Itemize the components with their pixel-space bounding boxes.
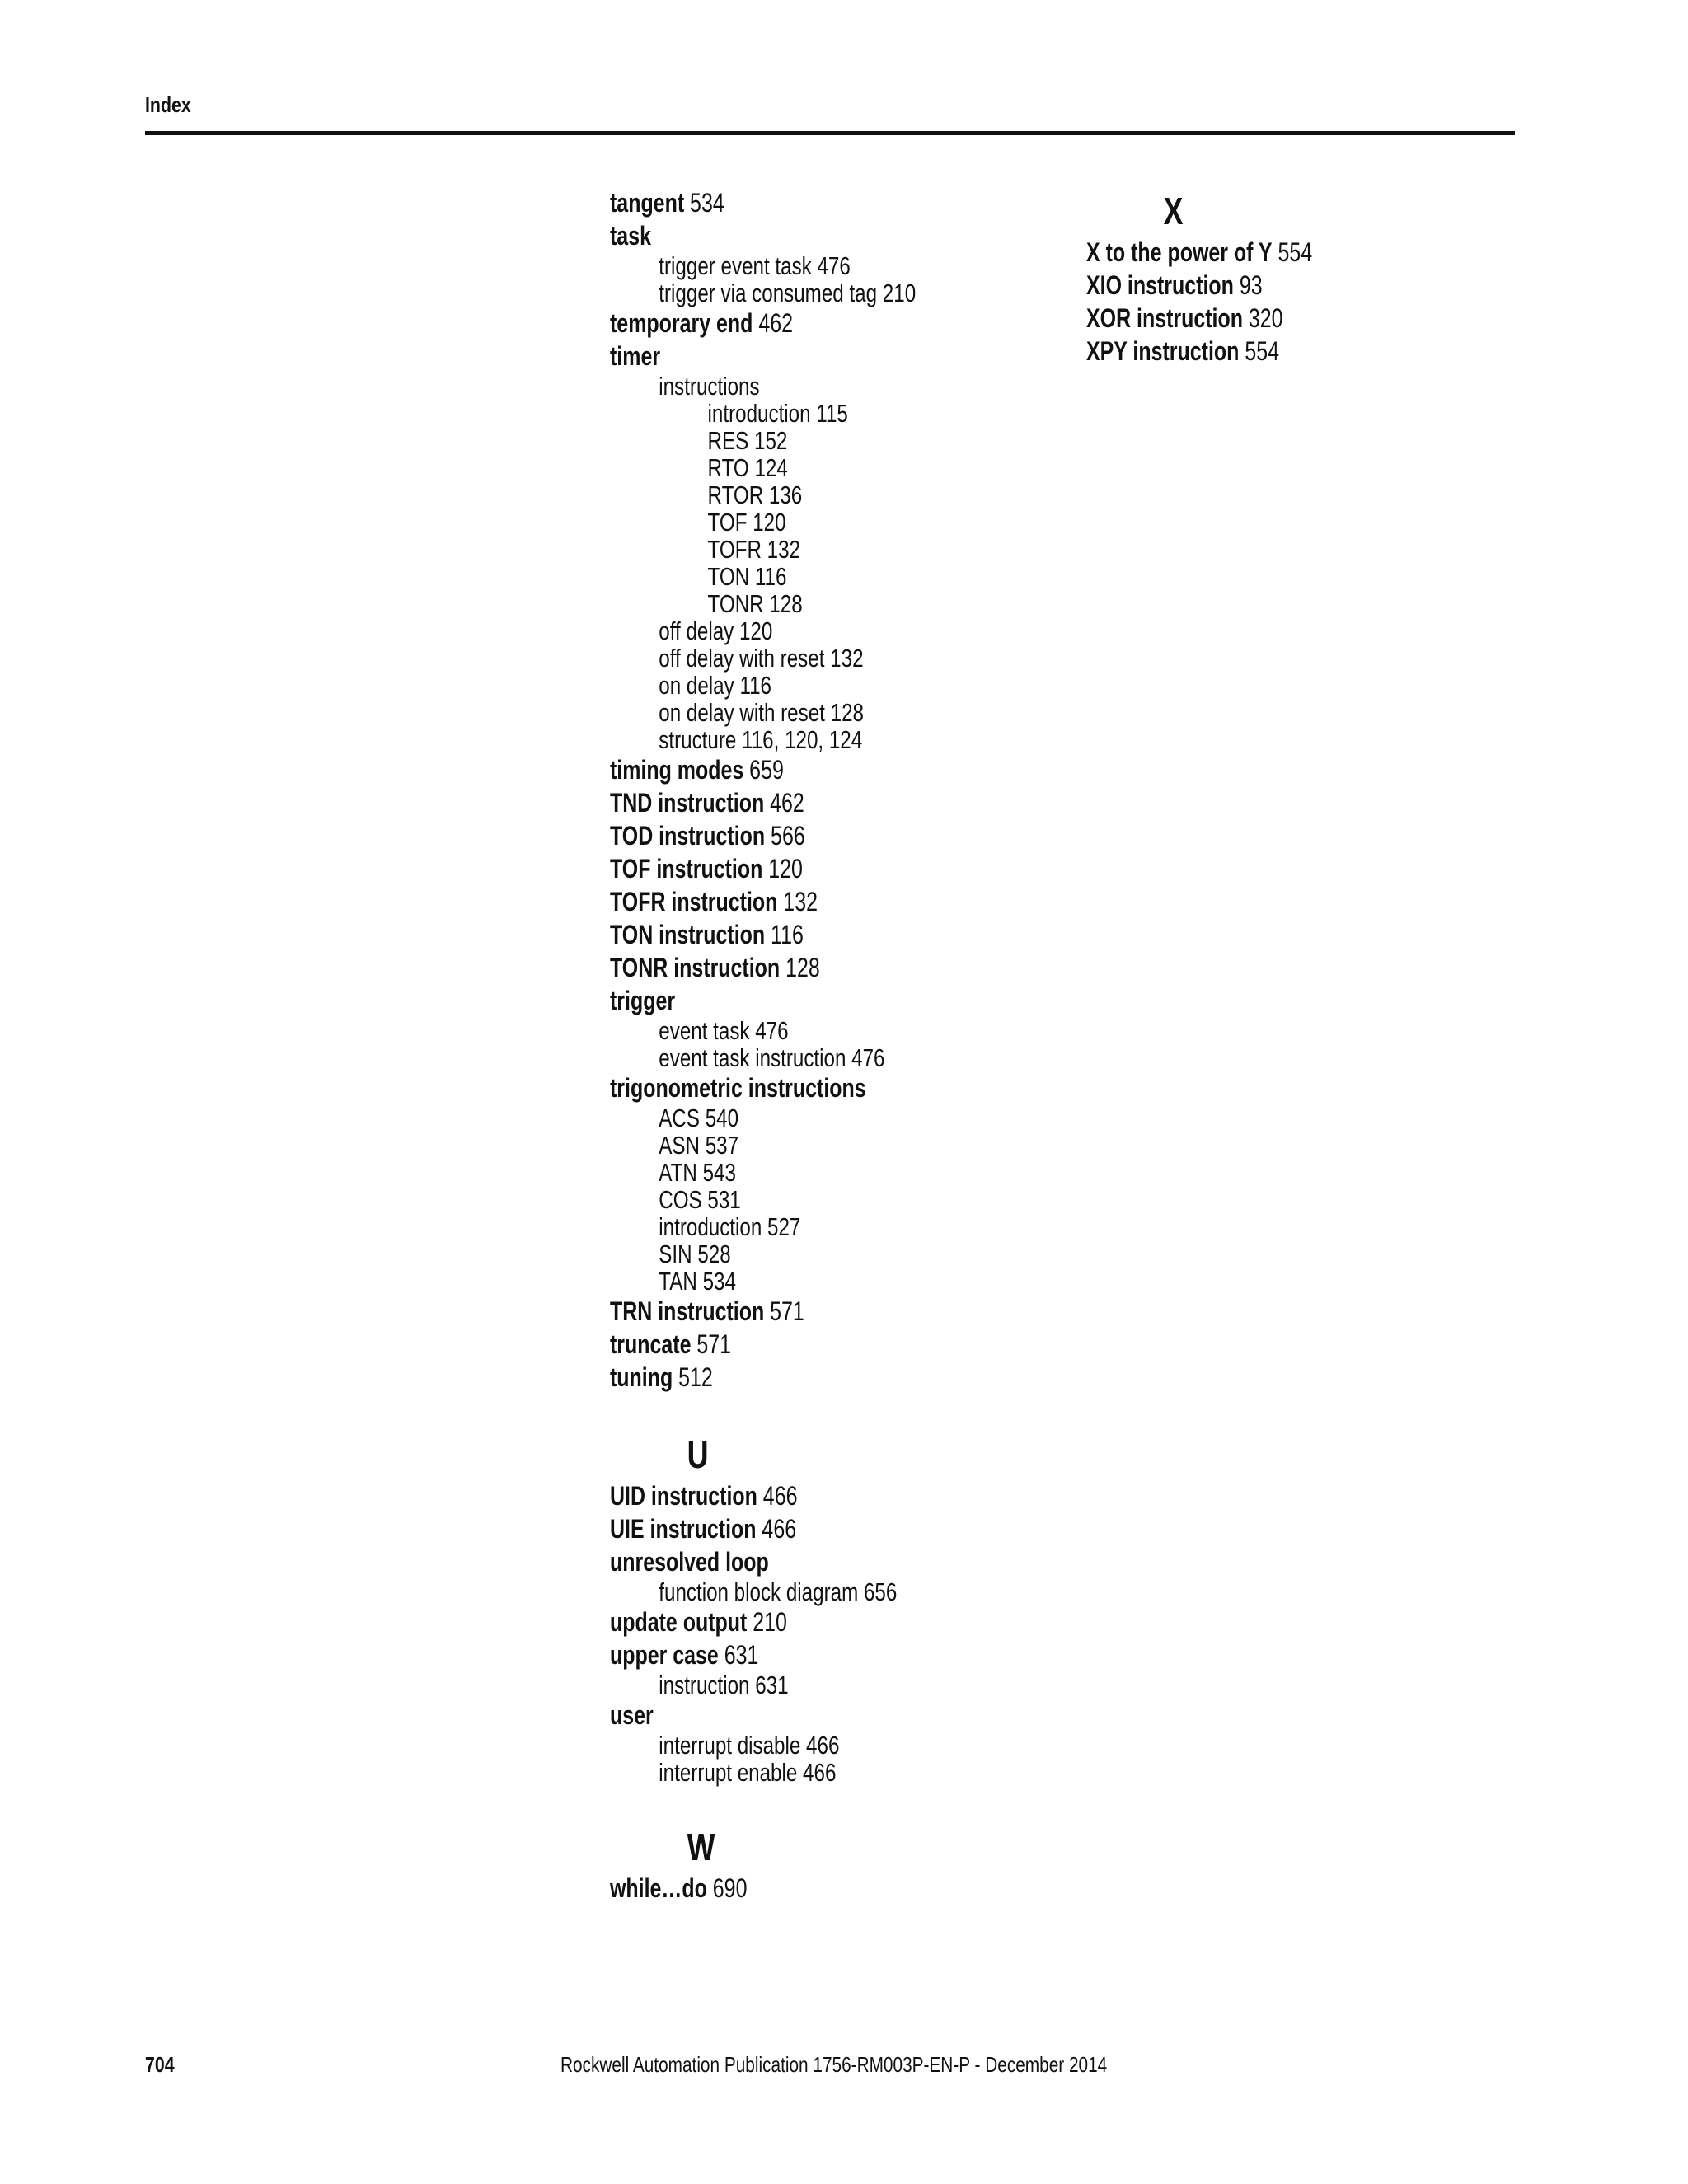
index-entry [610, 186, 970, 219]
index-term: unresolved loop [610, 1547, 769, 1577]
index-term: introduction [659, 1212, 762, 1241]
index-page-ref[interactable]: 128 [785, 953, 820, 982]
index-subentry [610, 1186, 970, 1213]
index-page-ref[interactable]: 476 [755, 1016, 789, 1045]
index-term: TOD instruction [610, 821, 766, 851]
index-page-ref[interactable]: 120 [738, 616, 773, 645]
index-subentry [610, 1017, 970, 1044]
index-subentry [610, 279, 970, 307]
index-page-ref[interactable]: 210 [753, 1607, 787, 1637]
index-term: TND instruction [610, 788, 765, 818]
index-subentry [610, 617, 970, 644]
index-page-ref[interactable]: 462 [758, 308, 793, 338]
index-term: off delay [659, 616, 734, 645]
index-page-ref[interactable]: 554 [1245, 336, 1279, 366]
index-page-ref[interactable]: 136 [768, 480, 803, 509]
index-page-ref[interactable]: 115 [816, 399, 848, 428]
index-page-ref[interactable]: 210 [882, 279, 917, 307]
index-term: temporary end [610, 308, 753, 338]
index-page-ref[interactable]: 571 [696, 1329, 732, 1359]
index-entry [610, 852, 970, 885]
index-page-ref[interactable]: 554 [1278, 237, 1313, 267]
index-subentry [610, 1268, 970, 1295]
index-subentry [610, 454, 970, 481]
index-page-ref[interactable]: 466 [806, 1731, 840, 1760]
index-entry [610, 1699, 970, 1732]
index-term: UIE instruction [610, 1514, 757, 1544]
index-page-ref[interactable]: 476 [851, 1043, 885, 1072]
index-page-ref[interactable]: 527 [767, 1212, 801, 1241]
index-entry [610, 1512, 970, 1545]
index-column-left [610, 186, 1071, 1905]
index-subentry [610, 1671, 970, 1699]
index-page-ref[interactable]: 132 [830, 644, 864, 673]
index-subentry [610, 1104, 970, 1132]
index-term: XIO instruction [1086, 270, 1234, 300]
index-entry [610, 340, 970, 373]
index-page-ref[interactable]: 466 [803, 1758, 837, 1787]
index-entry [1086, 269, 1447, 302]
index-term: SIN [659, 1240, 692, 1268]
footer-page-number: 704 [145, 2052, 175, 2077]
index-term: trigger [610, 986, 676, 1015]
index-subentry [610, 1044, 970, 1071]
index-section-letter: W [687, 1825, 715, 1868]
index-entry [610, 307, 970, 340]
index-term: TAN [659, 1267, 697, 1296]
index-page-ref[interactable]: 537 [705, 1131, 739, 1160]
index-subentry [610, 427, 970, 454]
index-term: structure [659, 725, 737, 754]
index-term: RES [707, 426, 749, 455]
index-entry [1086, 302, 1447, 335]
index-entry [610, 1071, 970, 1104]
index-term: X to the power of Y [1086, 237, 1273, 267]
index-page-ref[interactable]: 476 [817, 251, 851, 280]
index-subentry [610, 699, 970, 726]
index-subentry [610, 536, 970, 563]
index-entry [610, 753, 970, 786]
index-term: on delay with reset [659, 698, 825, 727]
index-term: XOR instruction [1086, 303, 1243, 333]
index-page-ref[interactable]: 124 [754, 453, 788, 482]
index-term: TOF [707, 508, 748, 537]
index-page-ref[interactable]: 571 [770, 1296, 804, 1326]
index-page-ref[interactable]: 93 [1239, 270, 1263, 300]
index-page-ref[interactable]: 543 [702, 1158, 736, 1187]
index-page-ref[interactable]: 534 [690, 188, 724, 218]
footer-publication: Rockwell Automation Publication 1756-RM003P-EN-P - December 2014 [560, 2052, 1108, 2077]
index-page-ref[interactable]: 512 [678, 1362, 713, 1392]
index-term: event task [659, 1016, 750, 1045]
index-term: interrupt disable [659, 1731, 801, 1760]
index-entry [610, 1295, 970, 1328]
index-entry [610, 819, 970, 852]
index-term: TONR [707, 589, 764, 618]
index-entry [1086, 335, 1447, 368]
index-subentry [610, 590, 970, 617]
index-entry [610, 1361, 970, 1394]
index-term: timing modes [610, 755, 744, 785]
index-entry [1086, 236, 1447, 269]
section-gap [610, 1394, 1071, 1430]
index-page-ref[interactable]: 132 [767, 535, 801, 564]
index-section-letter: U [687, 1433, 709, 1476]
index-term: timer [610, 341, 661, 371]
index-page-ref[interactable]: 152 [754, 426, 788, 455]
index-term: truncate [610, 1329, 692, 1359]
index-page-ref[interactable]: 659 [749, 755, 784, 785]
index-subentry [610, 726, 970, 753]
index-page-ref[interactable]: 528 [697, 1240, 731, 1268]
index-entry [610, 885, 970, 918]
index-entry [610, 951, 970, 984]
index-subentry [610, 1213, 970, 1240]
index-term: ACS [659, 1104, 701, 1132]
index-term: user [610, 1700, 654, 1730]
index-page-ref[interactable]: 462 [770, 788, 804, 818]
section-gap [610, 1786, 1071, 1822]
index-term: task [610, 221, 651, 251]
index-term: XPY instruction [1086, 336, 1240, 366]
index-page-ref[interactable]: 466 [762, 1514, 797, 1544]
index-term: while…do [610, 1873, 707, 1903]
index-page-ref[interactable]: 631 [755, 1671, 789, 1699]
index-term: interrupt enable [659, 1758, 798, 1787]
index-page-ref[interactable]: 120 [768, 854, 803, 883]
index-entry [610, 1872, 970, 1905]
index-term: TRN instruction [610, 1296, 765, 1326]
index-term: off delay with reset [659, 644, 825, 673]
index-page-ref[interactable]: 128 [769, 589, 803, 618]
index-term: trigonometric instructions [610, 1073, 866, 1103]
index-subentry [610, 644, 970, 672]
index-page-ref[interactable]: 128 [830, 698, 864, 727]
index-entry [610, 984, 970, 1017]
index-term: UID instruction [610, 1481, 757, 1511]
page-header-label: Index [145, 92, 191, 117]
index-subentry [610, 1159, 970, 1186]
header-rule [145, 131, 1515, 135]
index-term: TOF instruction [610, 854, 763, 883]
index-term: ATN [659, 1158, 697, 1187]
index-term: trigger via consumed tag [659, 279, 878, 307]
index-page-ref[interactable]: 534 [702, 1267, 736, 1296]
index-subentry [610, 509, 970, 536]
index-subentry [610, 1578, 970, 1605]
index-subentry [610, 252, 970, 279]
index-term: TON instruction [610, 920, 766, 949]
index-page-ref[interactable]: 116 [739, 671, 771, 700]
index-term: instructions [659, 372, 760, 401]
index-page-ref[interactable]: 631 [724, 1640, 759, 1670]
index-subentry [610, 1240, 970, 1268]
index-page-ref[interactable]: 656 [863, 1577, 898, 1606]
index-subentry [610, 373, 970, 400]
index-subentry [610, 672, 970, 699]
index-term: introduction [707, 399, 811, 428]
index-term: event task instruction [659, 1043, 846, 1072]
index-page-ref[interactable]: 116 [771, 920, 804, 949]
index-term: RTO [707, 453, 749, 482]
index-column-right [1086, 186, 1548, 368]
index-section-letter: X [1163, 190, 1184, 232]
index-term: TON [707, 562, 750, 591]
index-term: RTOR [707, 480, 764, 509]
index-subentry [610, 1732, 970, 1759]
index-term: on delay [659, 671, 734, 700]
index-term: ASN [659, 1131, 701, 1160]
index-entry [610, 1328, 970, 1361]
index-page-ref[interactable]: 466 [762, 1481, 798, 1511]
index-term: TOFR [707, 535, 762, 564]
index-page-ref[interactable]: 116 [754, 562, 787, 591]
index-page-ref[interactable]: 566 [771, 821, 805, 851]
index-page-ref[interactable]: 531 [707, 1185, 741, 1214]
index-term: COS [659, 1185, 702, 1214]
index-page-ref[interactable]: 540 [705, 1104, 739, 1132]
index-entry [610, 1605, 970, 1638]
index-page-ref[interactable]: 132 [783, 887, 818, 916]
index-term: TONR instruction [610, 953, 781, 982]
index-term: tangent [610, 188, 685, 218]
index-entry [610, 1479, 970, 1512]
index-term: function block diagram [659, 1577, 859, 1606]
index-subentry [610, 1759, 970, 1786]
index-subentry [610, 563, 970, 590]
index-subentry [610, 481, 970, 509]
index-page-ref[interactable]: 320 [1248, 303, 1283, 333]
index-page-ref[interactable]: 690 [712, 1873, 748, 1903]
index-entry [610, 1638, 970, 1671]
index-term: trigger event task [659, 251, 812, 280]
index-term: tuning [610, 1362, 673, 1392]
index-term: TOFR instruction [610, 887, 778, 916]
index-subentry [610, 1132, 970, 1159]
index-term: instruction [659, 1671, 750, 1699]
index-entry [610, 219, 970, 252]
index-entry [610, 918, 970, 951]
index-term: update output [610, 1607, 748, 1637]
index-page-ref[interactable]: 120 [753, 508, 786, 537]
index-entry [610, 786, 970, 819]
index-subentry [610, 400, 970, 427]
index-entry [610, 1545, 970, 1578]
index-term: upper case [610, 1640, 719, 1670]
index-page-ref[interactable]: 116, 120, 124 [742, 725, 863, 754]
